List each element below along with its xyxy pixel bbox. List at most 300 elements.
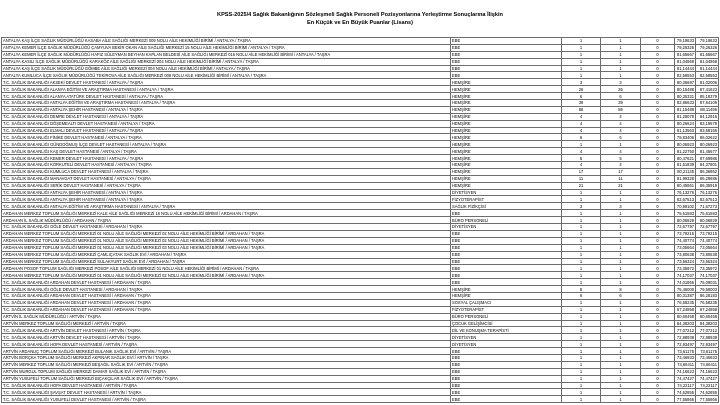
vacant-cell: 0 (641, 251, 675, 258)
max-score-cell: 81,65667 (696, 51, 719, 58)
placed-cell: 3 (601, 79, 641, 86)
quota-cell: 1 (562, 251, 601, 258)
table-row (2, 100, 719, 107)
institution-cell: T.C. SAĞLIK BAKANLIĞI ARTVİN DEVLET HASTANESİ / ARTVİN / TAŞRA (2, 334, 451, 341)
max-score-cell: 86,36862 (696, 168, 719, 175)
position-cell: EBE (451, 389, 562, 396)
vacant-cell: 0 (641, 224, 675, 231)
quota-cell: 1 (562, 230, 601, 237)
vacant-cell: 0 (641, 375, 675, 382)
institution-cell: ANTALYA KAŞ İLÇE SAĞLIK MÜDÜRLÜĞÜ GÖMBE AİLE SAĞLIĞI MERKEZİ 004 NOLU AİLE HEKİMLİĞİ BİRİMİ / ANTALYA / TAŞRA (2, 65, 451, 72)
quota-cell: 1 (562, 272, 601, 279)
max-score-cell: 73,56324 (696, 258, 719, 265)
table-row (2, 272, 719, 279)
max-score-cell: 67,24858 (696, 306, 719, 313)
results-table-body (2, 38, 719, 403)
vacant-cell: 0 (641, 72, 675, 79)
vacant-cell: 0 (641, 93, 675, 100)
institution-cell: T.C. SAĞLIK BAKANLIĞI FİNİKE DEVLET HASTANESİ / ANTALYA / TAŞRA (2, 134, 451, 141)
institution-cell: T.C. SAĞLIK BAKANLIĞI GÖLE DEVLET HASTANESİ / ARDAHAN / TAŞRA (2, 286, 451, 293)
max-score-cell: 71,67273 (696, 203, 719, 210)
position-cell: HEMŞİRE (451, 113, 562, 120)
table-row (2, 162, 719, 169)
table-row (2, 38, 719, 45)
min-score-cell: 82,67513 (675, 196, 696, 203)
min-score-cell: 81,22750 (675, 148, 696, 155)
placed-cell: 1 (601, 341, 641, 348)
quota-cell: 1 (562, 265, 601, 272)
quota-cell: 1 (562, 299, 601, 306)
vacant-cell: 0 (641, 175, 675, 182)
institution-cell: T.C. SAĞLIK BAKANLIĞI GÜNDOĞMUŞ İLÇE DEVLET HASTANESİ / ANTALYA / TAŞRA (2, 141, 451, 148)
placed-cell: 4 (601, 113, 641, 120)
max-score-cell: 88,11496 (696, 106, 719, 113)
vacant-cell: 0 (641, 51, 675, 58)
min-score-cell: 79,19633 (675, 38, 696, 45)
placed-cell: 1 (601, 51, 641, 58)
min-score-cell: 74,62855 (675, 389, 696, 396)
table-row (2, 72, 719, 79)
position-cell: FİZYOTERAPİST (451, 306, 562, 313)
min-score-cell: 73,46933 (675, 354, 696, 361)
vacant-cell: 0 (641, 279, 675, 286)
min-score-cell: 73,61175 (675, 348, 696, 355)
min-score-cell: 80,26624 (675, 120, 696, 127)
institution-cell: ARDAHAN POSOF TOPLUM SAĞLIĞI MERKEZİ POSOF AİLE SAĞLIĞI MERKEZİ 01 NOLU AİLE HEKİMLİĞİ BİRİMİ / ARDAHAN / TAŞRA (2, 265, 451, 272)
quota-cell: 1 (562, 44, 601, 51)
placed-cell: 4 (601, 148, 641, 155)
placed-cell: 4 (601, 127, 641, 134)
institution-cell: T.C. SAĞLIK BAKANLIĞI DÖŞEMEALTI DEVLET HASTANESİ / ANTALYA / TAŞRA (2, 120, 451, 127)
institution-cell: ARDAHAN MERKEZ TOPLUM SAĞLIĞI MERKEZİ 01 NOLU AİLE SAĞLIĞI MERKEZİ 02 NOLU AİLE HEKİMLİĞİ BİRİMİ / ARDAHAN / TAŞRA (2, 237, 451, 244)
vacant-cell: 0 (641, 361, 675, 368)
vacant-cell: 0 (641, 286, 675, 293)
placed-cell: 1 (601, 251, 641, 258)
max-score-cell: 74,17037 (696, 272, 719, 279)
placed-cell: 1 (601, 348, 641, 355)
min-score-cell: 75,61583 (675, 210, 696, 217)
quota-cell: 1 (562, 210, 601, 217)
table-row (2, 141, 719, 148)
table-row (2, 120, 719, 127)
institution-cell: T.C. SAĞLIK BAKANLIĞI KAŞ DEVLET HASTANESİ / ANTALYA / TAŞRA (2, 148, 451, 155)
vacant-cell: 0 (641, 341, 675, 348)
position-cell: HEMŞİRE (451, 286, 562, 293)
placed-cell: 5 (601, 155, 641, 162)
vacant-cell: 0 (641, 368, 675, 375)
vacant-cell: 0 (641, 396, 675, 403)
table-row (2, 65, 719, 72)
placed-cell: 1 (601, 389, 641, 396)
placed-cell: 17 (601, 168, 641, 175)
institution-cell: T.C. SAĞLIK BAKANLIĞI HOPA DEVLET HASTANESİ / ARTVİN / TAŞRA (2, 341, 451, 348)
institution-cell: T.C. SAĞLIK BAKANLIĞI ANTALYA ŞEHİR HASTANESİ / ANTALYA / TAŞRA (2, 196, 451, 203)
position-cell: HEMŞİRE (451, 93, 562, 100)
institution-cell: ARTVİN MERKEZ TOPLUM SAĞLIĞI MERKEZİ BEŞAĞIL SAĞLIK EVİ / ARTVİN / TAŞRA (2, 361, 451, 368)
quota-cell: 1 (562, 51, 601, 58)
placed-cell: 1 (601, 38, 641, 45)
min-score-cell: 80,60458 (675, 313, 696, 320)
table-row (2, 368, 719, 375)
min-score-cell: 81,28079 (675, 113, 696, 120)
institution-cell: ANTALYA KAŞ İLÇE SAĞLIK MÜDÜRLÜĞÜ KASABA AİLE SAĞLIĞI MERKEZİ 009 NOLU AİLE HEKİMLİĞİ BİRİMİ / ANTALYA / TAŞRA (2, 38, 451, 45)
table-row (2, 375, 719, 382)
position-cell: EBE (451, 348, 562, 355)
min-score-cell: 74,47427 (675, 375, 696, 382)
position-cell: HEMŞİRE (451, 86, 562, 93)
vacant-cell: 0 (641, 44, 675, 51)
quota-cell: 6 (562, 93, 601, 100)
institution-cell: ARDAHAN MERKEZ TOPLUM SAĞLIĞI MERKEZİ 01 NOLU AİLE SAĞLIĞI MERKEZİ 02 NOLU AİLE HEKİMLİĞİ BİRİMİ / ARDAHAN / TAŞRA (2, 230, 451, 237)
max-score-cell: 74,47427 (696, 375, 719, 382)
table-row (2, 148, 719, 155)
institution-cell: ANTALYA KUMLUCA İLÇE SAĞLIK MÜDÜRLÜĞÜ TEKİROVA AİLE SAĞLIĞI MERKEZİ 009 NOLU AİLE HEKİMLİĞİ BİRİMİ / ANTALYA / TAŞRA (2, 72, 451, 79)
max-score-cell: 79,58003 (696, 286, 719, 293)
max-score-cell: 73,46933 (696, 354, 719, 361)
quota-cell: 3 (562, 79, 601, 86)
max-score-cell: 80,06923 (696, 141, 719, 148)
table-row (2, 327, 719, 334)
vacant-cell: 0 (641, 120, 675, 127)
quota-cell: 1 (562, 354, 601, 361)
table-row (2, 58, 719, 65)
min-score-cell: 80,21135 (675, 168, 696, 175)
max-score-cell: 74,66411 (696, 361, 719, 368)
min-score-cell: 75,46000 (675, 286, 696, 293)
placed-cell: 1 (601, 375, 641, 382)
max-score-cell: 77,07212 (696, 327, 719, 334)
min-score-cell: 81,51839 (675, 162, 696, 169)
min-score-cell: 74,66411 (675, 361, 696, 368)
institution-cell: ARDAHAN MERKEZ TOPLUM SAĞLIĞI MERKEZİ ÇAMLIÇATAK SAĞLIK EVİ / ARDAHAN / TAŞRA (2, 251, 451, 258)
quota-cell: 1 (562, 320, 601, 327)
position-cell: HEMŞİRE (451, 120, 562, 127)
vacant-cell: 0 (641, 210, 675, 217)
quota-cell: 1 (562, 237, 601, 244)
table-row (2, 203, 719, 210)
institution-cell: T.C. SAĞLIK BAKANLIĞI ANTALYA EĞİTİM VE ARAŞTIRMA HASTANESİ / ANTALYA / TAŞRA (2, 100, 451, 107)
placed-cell: 26 (601, 86, 641, 93)
max-score-cell: 85,18379 (696, 93, 719, 100)
quota-cell: 1 (562, 279, 601, 286)
table-row (2, 348, 719, 355)
placed-cell: 4 (601, 162, 641, 169)
position-cell: EBE (451, 396, 562, 403)
placed-cell: 1 (601, 230, 641, 237)
max-score-cell: 81,14444 (696, 65, 719, 72)
min-score-cell: 72,88939 (675, 334, 696, 341)
min-score-cell: 81,15488 (675, 106, 696, 113)
placed-cell: 1 (601, 65, 641, 72)
min-score-cell: 74,01866 (675, 279, 696, 286)
institution-cell: T.C. SAĞLIK BAKANLIĞI ALANYA ATATÜRK DEVLET HASTANESİ / ANTALYA / TAŞRA (2, 93, 451, 100)
min-score-cell: 70,99102 (675, 203, 696, 210)
institution-cell: T.C. SAĞLIK BAKANLIĞI HOPA DEVLET HASTANESİ / ARTVİN / TAŞRA (2, 382, 451, 389)
vacant-cell: 0 (641, 127, 675, 134)
quota-cell: 86 (562, 106, 601, 113)
table-row (2, 44, 719, 51)
vacant-cell: 0 (641, 354, 675, 361)
quota-cell: 1 (562, 189, 601, 196)
position-cell: EBE (451, 382, 562, 389)
placed-cell: 1 (601, 306, 641, 313)
position-cell: HEMŞİRE (451, 182, 562, 189)
position-cell: DİYETİSYEN (451, 334, 562, 341)
institution-cell: ANTALYA KASILI İLÇE SAĞLIK MÜDÜRLÜĞÜ KARAKÖZ AİLE SAĞLIĞI MERKEZİ 004 NOLU AİLE HEKİMLİĞİ BİRİMİ / ANTALYA / TAŞRA (2, 58, 451, 65)
position-cell: EBE (451, 361, 562, 368)
min-score-cell: 80,47621 (675, 155, 696, 162)
table-row (2, 244, 719, 251)
institution-cell: T.C. SAĞLIK BAKANLIĞI DEMRE DEVLET HASTANESİ / ANTALYA / TAŞRA (2, 113, 451, 120)
quota-cell: 1 (562, 38, 601, 45)
min-score-cell: 79,83406 (675, 134, 696, 141)
placed-cell: 1 (601, 217, 641, 224)
max-score-cell: 77,55866 (696, 396, 719, 403)
institution-cell: ANTALYA KEMER İLÇE SAĞLIK MÜDÜRLÜĞÜ HAFIZ SÜLEYMAN BEYHAN KAPLAN BELDESİ AİLE SAĞLIĞI MERKEZİ 016 NOLU AİLE HEKİMLİĞİ BİRİMİ / ANTALYA / TAŞRA (2, 51, 451, 58)
institution-cell: ARDAHAN MERKEZ TOPLUM SAĞLIĞI MERKEZİ 01 NOLU AİLE SAĞLIĞI MERKEZİ 02 NOLU AİLE HEKİMLİĞİ BİRİMİ / ARDAHAN / TAŞRA (2, 272, 451, 279)
quota-cell: 1 (562, 313, 601, 320)
placed-cell: 11 (601, 175, 641, 182)
position-cell: DİYETİSYEN (451, 189, 562, 196)
table-row (2, 127, 719, 134)
results-table (1, 37, 719, 403)
quota-cell: 4 (562, 162, 601, 169)
min-score-cell: 73,79215 (675, 230, 696, 237)
placed-cell: 1 (601, 244, 641, 251)
document-subtitle: En Küçük ve En Büyük Puanlar (Lisans) (307, 20, 413, 26)
min-score-cell: 73,80638 (675, 251, 696, 258)
position-cell: EBE (451, 51, 562, 58)
min-score-cell: 82,58553 (675, 72, 696, 79)
max-score-cell: 74,22117 (696, 382, 719, 389)
min-score-cell: 76,13276 (675, 189, 696, 196)
institution-cell: T.C. SAĞLIK BAKANLIĞI KUMLUCA DEVLET HASTANESİ / ANTALYA / TAŞRA (2, 168, 451, 175)
institution-cell: T.C. SAĞLIK BAKANLIĞI KORKUTELİ DEVLET HASTANESİ / ANTALYA / TAŞRA (2, 162, 451, 169)
vacant-cell: 0 (641, 86, 675, 93)
max-score-cell: 75,61583 (696, 210, 719, 217)
table-row (2, 106, 719, 113)
quota-cell: 1 (562, 389, 601, 396)
vacant-cell: 0 (641, 79, 675, 86)
vacant-cell: 0 (641, 65, 675, 72)
max-score-cell: 84,38203 (696, 320, 719, 327)
position-cell: EBE (451, 44, 562, 51)
table-row (2, 299, 719, 306)
vacant-cell: 0 (641, 38, 675, 45)
min-score-cell: 72,93497 (675, 341, 696, 348)
institution-cell: T.C. SAĞLIK BAKANLIĞI ANTALYA EĞİTİM VE ARAŞTIRMA HASTANESİ / ANTALYA / TAŞRA (2, 203, 451, 210)
vacant-cell: 0 (641, 348, 675, 355)
min-score-cell: 80,35331 (675, 93, 696, 100)
vacant-cell: 0 (641, 327, 675, 334)
position-cell: EBE (451, 375, 562, 382)
position-cell: EBE (451, 58, 562, 65)
min-score-cell: 80,15488 (675, 86, 696, 93)
placed-cell: 8 (601, 286, 641, 293)
position-cell: ÇOCUK GELİŞİMCİSİ (451, 320, 562, 327)
placed-cell: 1 (601, 313, 641, 320)
max-score-cell: 80,06829 (696, 217, 719, 224)
position-cell: BÜRO PERSONELİ (451, 217, 562, 224)
table-row (2, 237, 719, 244)
position-cell: HEMŞİRE (451, 106, 562, 113)
max-score-cell: 74,16623 (696, 368, 719, 375)
table-row (2, 389, 719, 396)
min-score-cell: 81,99328 (675, 175, 696, 182)
table-row (2, 79, 719, 86)
table-row (2, 292, 719, 299)
max-score-cell: 73,79215 (696, 230, 719, 237)
table-row (2, 286, 719, 293)
institution-cell: T.C. SAĞLIK BAKANLIĞI ŞAVŞAT DEVLET HASTANESİ / ARTVİN / TAŞRA (2, 389, 451, 396)
table-row (2, 354, 719, 361)
min-score-cell: 74,40774 (675, 237, 696, 244)
quota-cell: 3 (562, 203, 601, 210)
institution-cell: ARDAHAN MERKEZ TOPLUM SAĞLIĞI MERKEZİ KALE AİLE SAĞLIĞI MERKEZİ 16 NOLU AİLE HEKİMLİĞİ BİRİMİ / ARDAHAN / TAŞRA (2, 210, 451, 217)
min-score-cell: 82,86633 (675, 100, 696, 107)
max-score-cell: 80,60458 (696, 313, 719, 320)
quota-cell: 1 (562, 396, 601, 403)
quota-cell: 1 (562, 361, 601, 368)
table-row (2, 168, 719, 175)
position-cell: EBE (451, 237, 562, 244)
quota-cell: 1 (562, 306, 601, 313)
max-score-cell: 79,26326 (696, 44, 719, 51)
placed-cell: 1 (601, 368, 641, 375)
vacant-cell: 0 (641, 134, 675, 141)
table-row (2, 279, 719, 286)
position-cell: EBE (451, 251, 562, 258)
vacant-cell: 0 (641, 196, 675, 203)
quota-cell: 21 (562, 182, 601, 189)
placed-cell: 1 (601, 265, 641, 272)
quota-cell: 1 (562, 334, 601, 341)
min-score-cell: 80,45861 (675, 182, 696, 189)
placed-cell: 1 (601, 224, 641, 231)
placed-cell: 1 (601, 279, 641, 286)
placed-cell: 1 (601, 361, 641, 368)
quota-cell: 11 (562, 175, 601, 182)
position-cell: EBE (451, 38, 562, 45)
max-score-cell: 87,69986 (696, 155, 719, 162)
institution-cell: ARTVİN İL SAĞLIK MÜDÜRLÜĞÜ / ARTVİN / TAŞRA (2, 313, 451, 320)
min-score-cell: 80,06923 (675, 141, 696, 148)
institution-cell: T.C. SAĞLIK BAKANLIĞI ARDAHAN DEVLET HASTANESİ / ARDAHAN / TAŞRA (2, 299, 451, 306)
max-score-cell: 74,40774 (696, 237, 719, 244)
vacant-cell: 0 (641, 58, 675, 65)
position-cell: EBE (451, 258, 562, 265)
placed-cell: 1 (601, 327, 641, 334)
institution-cell: T.C. SAĞLIK BAKANLIĞI ANTALYA ŞEHİR HASTANESİ / ANTALYA / TAŞRA (2, 189, 451, 196)
position-cell: FİZYOTERAPİST (451, 196, 562, 203)
institution-cell: T.C. SAĞLIK BAKANLIĞI ARDAHAN DEVLET HASTANESİ / ARDAHAN / TAŞRA (2, 306, 451, 313)
position-cell: BÜRO PERSONELİ (451, 313, 562, 320)
vacant-cell: 0 (641, 100, 675, 107)
min-score-cell: 74,16623 (675, 368, 696, 375)
position-cell: HEMŞİRE (451, 148, 562, 155)
vacant-cell: 0 (641, 313, 675, 320)
institution-cell: T.C. SAĞLIK BAKANLIĞI ANTALYA ŞEHİR HASTANESİ / ANTALYA / TAŞRA (2, 106, 451, 113)
institution-cell: ARDAHAN MERKEZ TOPLUM SAĞLIĞI MERKEZİ 01 NOLU AİLE SAĞLIĞI MERKEZİ 03 NOLU AİLE HEKİMLİĞİ BİRİMİ / ARDAHAN / TAŞRA (2, 244, 451, 251)
institution-cell: T.C. SAĞLIK BAKANLIĞI GÖLE DEVLET HASTANESİ / ARDAHAN / TAŞRA (2, 224, 451, 231)
min-score-cell: 72,67797 (675, 224, 696, 231)
quota-cell: 1 (562, 341, 601, 348)
institution-cell: T.C. SAĞLIK BAKANLIĞI YUSUFELİ DEVLET HASTANESİ / ARTVİN / TAŞRA (2, 396, 451, 403)
max-score-cell: 82,67513 (696, 196, 719, 203)
quota-cell: 6 (562, 292, 601, 299)
min-score-cell: 81,13563 (675, 127, 696, 134)
max-score-cell: 81,04868 (696, 58, 719, 65)
position-cell: HEMŞİRE (451, 100, 562, 107)
min-score-cell: 80,31387 (675, 292, 696, 299)
placed-cell: 86 (601, 106, 641, 113)
table-row (2, 320, 719, 327)
institution-cell: ARTVİN MERKEZ TOPLUM SAĞLIĞI MERKEZİ / ARTVİN / TAŞRA (2, 320, 451, 327)
vacant-cell: 0 (641, 217, 675, 224)
vacant-cell: 0 (641, 258, 675, 265)
placed-cell: 1 (601, 210, 641, 217)
placed-cell: 1 (601, 44, 641, 51)
min-score-cell: 73,56324 (675, 258, 696, 265)
vacant-cell: 0 (641, 203, 675, 210)
table-row (2, 382, 719, 389)
position-cell: EBE (451, 354, 562, 361)
table-row (2, 51, 719, 58)
placed-cell: 6 (601, 93, 641, 100)
position-cell: HEMŞİRE (451, 175, 562, 182)
table-row (2, 265, 719, 272)
institution-cell: T.C. SAĞLIK BAKANLIĞI ARDAHAN DEVLET HASTANESİ / ARDAHAN / TAŞRA (2, 292, 451, 299)
placed-cell: 21 (601, 182, 641, 189)
max-score-cell: 76,58235 (696, 299, 719, 306)
position-cell: DİYETİSYEN (451, 341, 562, 348)
table-row (2, 175, 719, 182)
table-row (2, 306, 719, 313)
vacant-cell: 0 (641, 230, 675, 237)
min-score-cell: 81,65667 (675, 51, 696, 58)
table-row (2, 210, 719, 217)
vacant-cell: 0 (641, 306, 675, 313)
min-score-cell: 73,35972 (675, 265, 696, 272)
min-score-cell: 81,14444 (675, 65, 696, 72)
position-cell: HEMŞİRE (451, 162, 562, 169)
max-score-cell: 87,64109 (696, 100, 719, 107)
position-cell: SOSYAL ÇALIŞMACI (451, 299, 562, 306)
institution-cell: T.C. SAĞLIK BAKANLIĞI AKSEKİ DEVLET HASTANESİ / ANTALYA / TAŞRA (2, 79, 451, 86)
vacant-cell: 0 (641, 148, 675, 155)
placed-cell: 1 (601, 299, 641, 306)
table-row (2, 396, 719, 403)
quota-cell: 4 (562, 148, 601, 155)
document-title: KPSS-2025/4 Sağlık Bakanlığının Sözleşmeli Sağlık Personeli Pozisyonlarına Yerleştirme Sonuçlarına İlişkin (217, 12, 503, 18)
max-score-cell: 73,05664 (696, 244, 719, 251)
vacant-cell: 0 (641, 389, 675, 396)
position-cell: DİL VE KONUŞMA TERAPİSTİ (451, 327, 562, 334)
min-score-cell: 74,22117 (675, 382, 696, 389)
placed-cell: 1 (601, 189, 641, 196)
position-cell: HEMŞİRE (451, 127, 562, 134)
max-score-cell: 86,28183 (696, 292, 719, 299)
max-score-cell: 79,19633 (696, 38, 719, 45)
min-score-cell: 79,26326 (675, 44, 696, 51)
institution-cell: ARTVİN ARDANUÇ TOPLUM SAĞLIĞI MERKEZİ BULANIK SAĞLIK EVİ / ARTVİN / TAŞRA (2, 348, 451, 355)
quota-cell: 1 (562, 65, 601, 72)
vacant-cell: 0 (641, 106, 675, 113)
position-cell: EBE (451, 279, 562, 286)
quota-cell: 1 (562, 375, 601, 382)
table-row (2, 258, 719, 265)
vacant-cell: 0 (641, 189, 675, 196)
